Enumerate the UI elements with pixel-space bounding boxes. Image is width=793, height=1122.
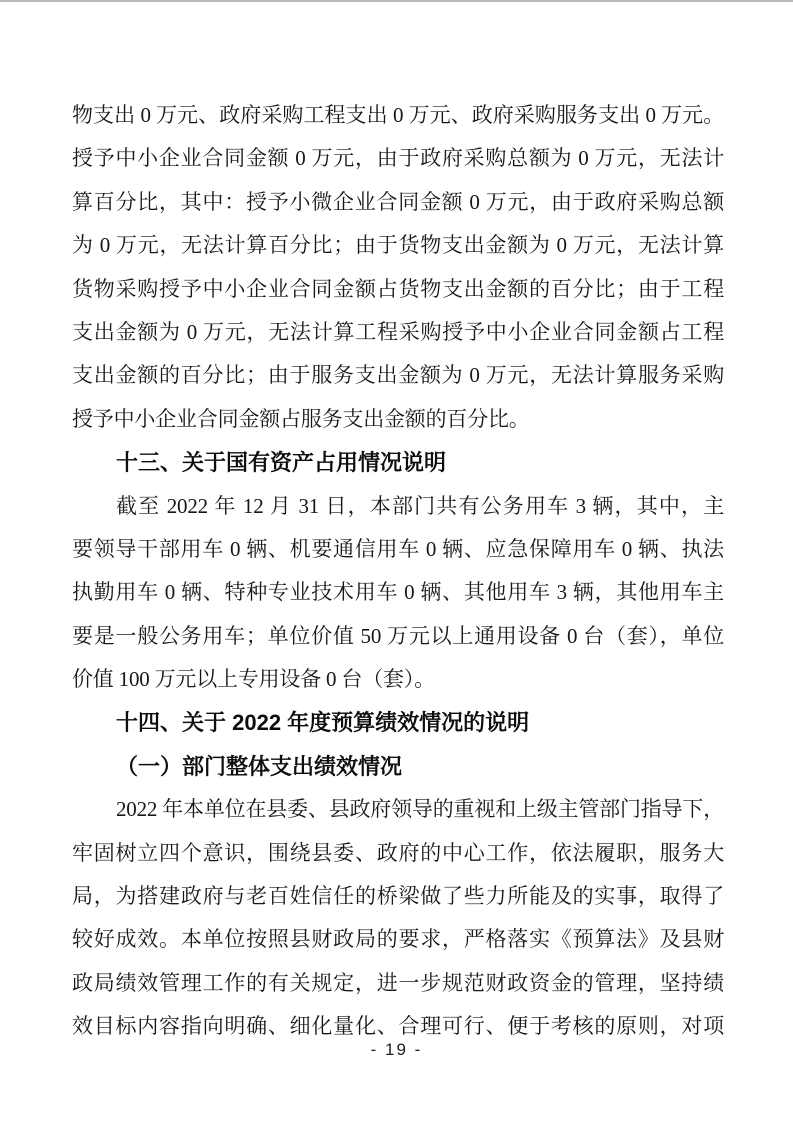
body-line: 算百分比，其中：授予小微企业合同金额 0 万元，由于政府采购总额 bbox=[72, 189, 724, 214]
body-line: 授予中小企业合同金额 0 万元，由于政府采购总额为 0 万元，无法计 bbox=[72, 146, 724, 171]
body-line: 要领导干部用车 0 辆、机要通信用车 0 辆、应急保障用车 0 辆、执法 bbox=[72, 536, 724, 561]
body-line: 政局绩效管理工作的有关规定，进一步规范财政资金的管理，坚持绩 bbox=[72, 970, 724, 995]
section-heading-14: 十四、关于 2022 年度预算绩效情况的说明 bbox=[116, 710, 530, 736]
body-line: 要是一般公务用车；单位价值 50 万元以上通用设备 0 台（套），单位 bbox=[72, 623, 724, 648]
body-line: 为 0 万元，无法计算百分比；由于货物支出金额为 0 万元，无法计算 bbox=[72, 233, 724, 258]
page-number: - 19 - bbox=[370, 1040, 423, 1059]
section-heading-13: 十三、关于国有资产占用情况说明 bbox=[116, 450, 447, 476]
body-line: 2022 年本单位在县委、县政府领导的重视和上级主管部门指导下， bbox=[116, 797, 724, 822]
body-line: 授予中小企业合同金额占服务支出金额的百分比。 bbox=[72, 406, 530, 431]
body-line: 局，为搭建政府与老百姓信任的桥梁做了些力所能及的实事，取得了 bbox=[72, 884, 724, 909]
body-line: 截至 2022 年 12 月 31 日，本部门共有公务用车 3 辆，其中，主 bbox=[116, 493, 724, 518]
page-body bbox=[72, 94, 724, 1049]
body-line: 执勤用车 0 辆、特种专业技术用车 0 辆、其他用车 3 辆，其他用车主 bbox=[72, 580, 724, 605]
body-line: 效目标内容指向明确、细化量化、合理可行、便于考核的原则，对项 bbox=[72, 1014, 724, 1039]
body-line: 物支出 0 万元、政府采购工程支出 0 万元、政府采购服务支出 0 万元。 bbox=[72, 103, 724, 127]
subsection-heading-1: （一）部门整体支出绩效情况 bbox=[116, 753, 403, 779]
body-line: 牢固树立四个意识，围绕县委、政府的中心工作，依法履职，服务大 bbox=[72, 840, 724, 865]
body-line: 较好成效。本单位按照县财政局的要求，严格落实《预算法》及县财 bbox=[72, 927, 724, 952]
body-line: 货物采购授予中小企业合同金额占货物支出金额的百分比；由于工程 bbox=[72, 276, 724, 301]
body-line: 支出金额的百分比；由于服务支出金额为 0 万元，无法计算服务采购 bbox=[72, 363, 724, 388]
body-line: 支出金额为 0 万元，无法计算工程采购授予中小企业合同金额占工程 bbox=[72, 319, 724, 344]
body-line: 价值 100 万元以上专用设备 0 台（套）。 bbox=[72, 667, 435, 692]
